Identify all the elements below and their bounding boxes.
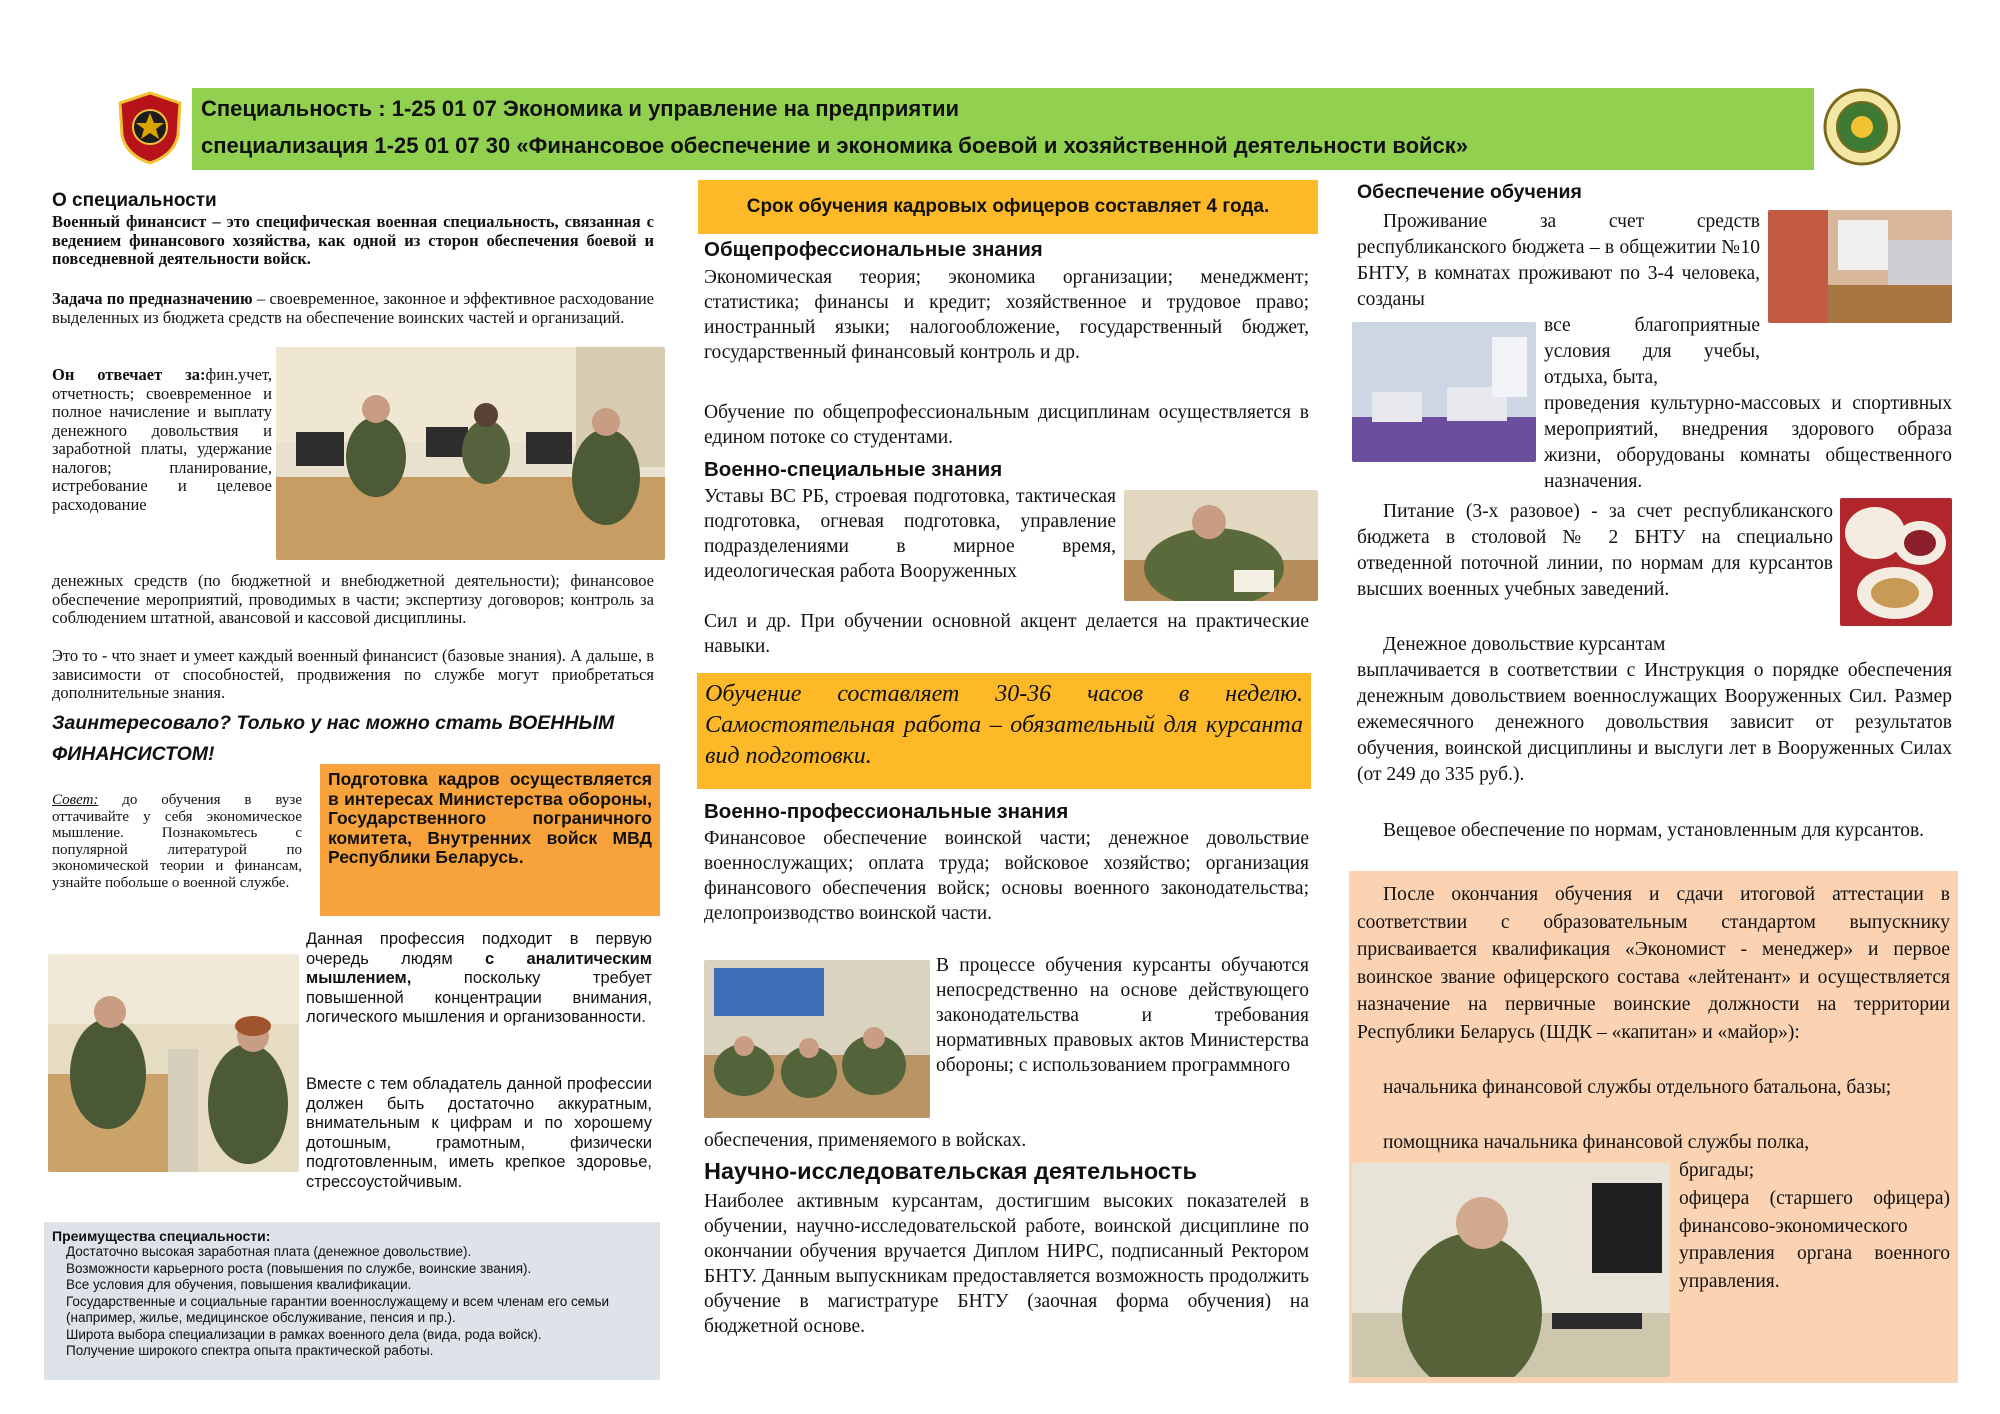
profession-pre: Данная профессия подходит в первую очередь людям <box>306 930 652 968</box>
food-photo <box>1840 498 1952 626</box>
office-photo <box>276 347 665 560</box>
about-title: О специальности <box>52 190 217 211</box>
graduation-box <box>1349 871 1958 1383</box>
soldier-desk-photo <box>1124 490 1318 601</box>
process-text: В процессе обучения курсанты обучаются непосредственно на основе действующего законодательства и требования нормативных правовых актов Министерства обороны; с использованием программного <box>936 955 1309 1076</box>
about-definition: Военный финансист – это специфическая военная специальность, связанная с ведением финансового хозяйства, как одной из сторон обеспечения боевой и повседневной деятельности войск. <box>52 212 654 268</box>
graduate-photo <box>1352 1163 1670 1377</box>
owner-paragraph: Вместе с тем обладатель данной профессии должен быть достаточно аккуратным, внимательным к цифрам и по хорошему дотошным, грамотным, физически подготовленным, иметь крепкое здоровье, стрессоустойчивым. <box>306 1075 652 1191</box>
housing-text-c: проведения культурно-массовых и спортивных мероприятий, внедрения здорового образа жизни, оборудованы комнаты общественного назначения. <box>1544 393 1952 492</box>
dormitory-photo <box>1768 210 1952 323</box>
advantages-box <box>44 1222 660 1380</box>
graduation-officer: офицера (старшего офицера) финансово-экономического управления органа военного управления. <box>1679 1188 1950 1292</box>
purpose-paragraph <box>52 290 654 327</box>
profession-paragraph <box>306 930 652 1028</box>
advantage-item: Все условия для обучения, повышения квалификации. <box>66 1277 412 1292</box>
common-room-photo <box>1352 322 1536 462</box>
general-knowledge-text: Экономическая теория; экономика организации; менеджмент; статистика; финансы и кредит; хозяйственное и трудовое право; иностранный языки; налогообложение, государственный бюджет, государственный финансовый контроль и др. <box>704 267 1309 363</box>
interest-callout: Заинтересовало? Только у нас можно стать ВОЕННЫМ ФИНАНСИСТОМ! <box>52 712 615 765</box>
graduation-battalion: начальника финансовой службы отдельного батальона, базы; <box>1383 1077 1892 1098</box>
left-emblem <box>116 91 184 165</box>
term-box-text: Срок обучения кадровых офицеров составляет 4 года. <box>746 196 1270 217</box>
hours-box-text: Обучение составляет 30-36 часов в неделю. Самостоятельная работа – обязательный для курсанта вид подготовки. <box>705 681 1303 769</box>
professional-knowledge-text: Финансовое обеспечение воинской части; денежное довольствие военнослужащих; оплата труда; войсковое хозяйство; организация финансового обеспечения войск; основы военного законодательства; делопроизводство воинской части. <box>704 828 1309 924</box>
support-title: Обеспечение обучения <box>1357 181 1582 203</box>
advantage-item: Возможности карьерного роста (повышения по службе, воинские звания). <box>66 1260 532 1276</box>
advantage-item: Широта выбора специализации в рамках военного дела (вида, рода войск). <box>66 1326 542 1342</box>
graduation-brigade: бригады; <box>1679 1160 1755 1181</box>
responsibilities-label: Он отвечает за: <box>52 365 206 384</box>
advice-label: Совет: <box>52 792 99 808</box>
profession-bold: с аналитическим мышлением, <box>306 949 652 987</box>
military-knowledge-text: Уставы ВС РБ, строевая подготовка, тактическая подготовка, огневая подготовка, управление подразделениями в мирное время, идеологическая работа Вооруженных <box>704 486 1116 582</box>
pay-text-a: Денежное довольствие курсантам <box>1383 634 1666 655</box>
process-text-end: обеспечения, применяемого в войсках. <box>704 1130 1027 1151</box>
advantage-item: Государственные и социальные гарантии военнослужащему и всем членам его семьи (например, жилье, медицинское обслуживание, пенсия и пр.). <box>66 1293 610 1325</box>
advice-paragraph <box>52 792 302 891</box>
responsibilities-continued: денежных средств (по бюджетной и внебюджетной деятельности); финансовое обеспечение мероприятий, проводимых в части; экспертизу договоров; контроль за соблюдением штатной, авансовой и кассовой дисциплины. <box>52 571 654 627</box>
hours-box <box>697 673 1311 789</box>
advantages-title: Преимущества специальности: <box>52 1228 271 1244</box>
classroom-photo <box>704 960 930 1118</box>
advantage-item: Достаточно высокая заработная плата (денежное довольствие). <box>66 1244 472 1259</box>
department-seal-icon <box>1822 86 1902 168</box>
housing-text-a: Проживание за счет средств республиканского бюджета – в общежитии №10 БНТУ, в комнатах проживают по 3-4 человека, созданы <box>1357 211 1760 310</box>
header-specialty: Специальность : 1-25 01 07 Экономика и управление на предприятии <box>201 96 960 121</box>
military-knowledge-text-end: Сил и др. При обучении основной акцент делается на практические навыки. <box>704 611 1309 657</box>
advantage-item: Получение широкого спектра опыта практической работы. <box>66 1343 434 1358</box>
training-box-text: Подготовка кадров осуществляется в интересах Министерства обороны, Государственного пограничного комитета, Внутренних войск МВД Республики Беларусь. <box>328 769 652 867</box>
general-knowledge-note: Обучение по общепрофессиональным дисциплинам осуществляется в едином потоке со студентами. <box>704 402 1309 448</box>
training-box <box>320 764 660 916</box>
responsibilities-paragraph <box>52 366 272 514</box>
profession-post: поскольку требует повышенной концентрации внимания, логического мышления и организованности. <box>306 969 652 1026</box>
military-knowledge-title: Военно-специальные знания <box>704 458 1003 481</box>
shield-icon <box>116 91 184 165</box>
cashier-photo <box>48 954 299 1172</box>
graduation-regiment: помощника начальника финансовой службы полка, <box>1383 1132 1810 1153</box>
food-text: Питание (3-х разовое) - за счет республиканского бюджета в столовой № 2 БНТУ на специально отведенной поточной линии, по нормам для курсантов высших военных учебных заведений. <box>1357 501 1833 600</box>
professional-knowledge-title: Военно-профессиональные знания <box>704 800 1069 823</box>
right-emblem <box>1822 86 1902 168</box>
header-specialization: специализация 1-25 01 07 30 «Финансовое обеспечение и экономика боевой и хозяйственной деятельности войск» <box>201 133 1469 158</box>
advice-text: до обучения в вузе оттачивайте у себя экономическое мышление. Познакомьтесь с популярной литературой по экономической теории и финансам, узнайте побольше о военной службе. <box>52 792 302 891</box>
basic-knowledge-text: Это то - что знает и умеет каждый военный финансист (базовые знания). А дальше, в зависимости от способностей, продвижения по службе могут приобретаться дополнительные знания. <box>52 646 654 702</box>
research-title: Научно-исследовательская деятельность <box>704 1158 1197 1184</box>
housing-text-b: все благоприятные условия для учебы, отдыха, быта, <box>1544 315 1760 388</box>
header-bar <box>192 88 1814 170</box>
clothing-text: Вещевое обеспечение по нормам, установленным для курсантов. <box>1383 820 1925 841</box>
term-box <box>698 180 1318 234</box>
purpose-label: Задача по предназначению <box>52 289 253 308</box>
general-knowledge-title: Общепрофессиональные знания <box>704 238 1043 261</box>
graduation-text: После окончания обучения и сдачи итоговой аттестации в соответствии с образовательным стандартом выпускнику присваивается квалификация «Экономист - менеджер» и первое воинское звание офицерского состава «лейтенант» и осуществляется назначение на первичные воинские должности на территории Республики Беларусь (ШДК – «капитан» и «майор»): <box>1357 884 1950 1043</box>
purpose-text: – своевременное, законное и эффективное расходование выделенных из бюджета средств на обеспечение воинских частей и организаций. <box>52 289 654 327</box>
pay-text-b: выплачивается в соответствии с Инструкция о порядке обеспечения денежным довольствием военнослужащих Вооруженных Сил. Размер ежемесячного денежного довольствия зависит от результатов обучения, воинской дисциплины и выслуги лет в Вооруженных Силах (от 249 до 335 руб.). <box>1357 660 1952 785</box>
research-text: Наиболее активным курсантам, достигшим высоких показателей в обучении, научно-исследовательской работе, воинской дисциплине по окончании обучения вручается Диплом НИРС, подписанный Ректором БНТУ. Данным выпускникам предоставляется возможность продолжить обучение в магистратуре БНТУ (заочная форма обучения) на бюджетной основе. <box>704 1191 1309 1337</box>
advantages-list <box>52 1244 652 1360</box>
responsibilities-text: фин.учет, отчетность; своевременное и полное начисление и выплату денежного довольствия и заработной платы, удержание налогов; планирование, истребование и целевое расходование <box>52 365 272 514</box>
